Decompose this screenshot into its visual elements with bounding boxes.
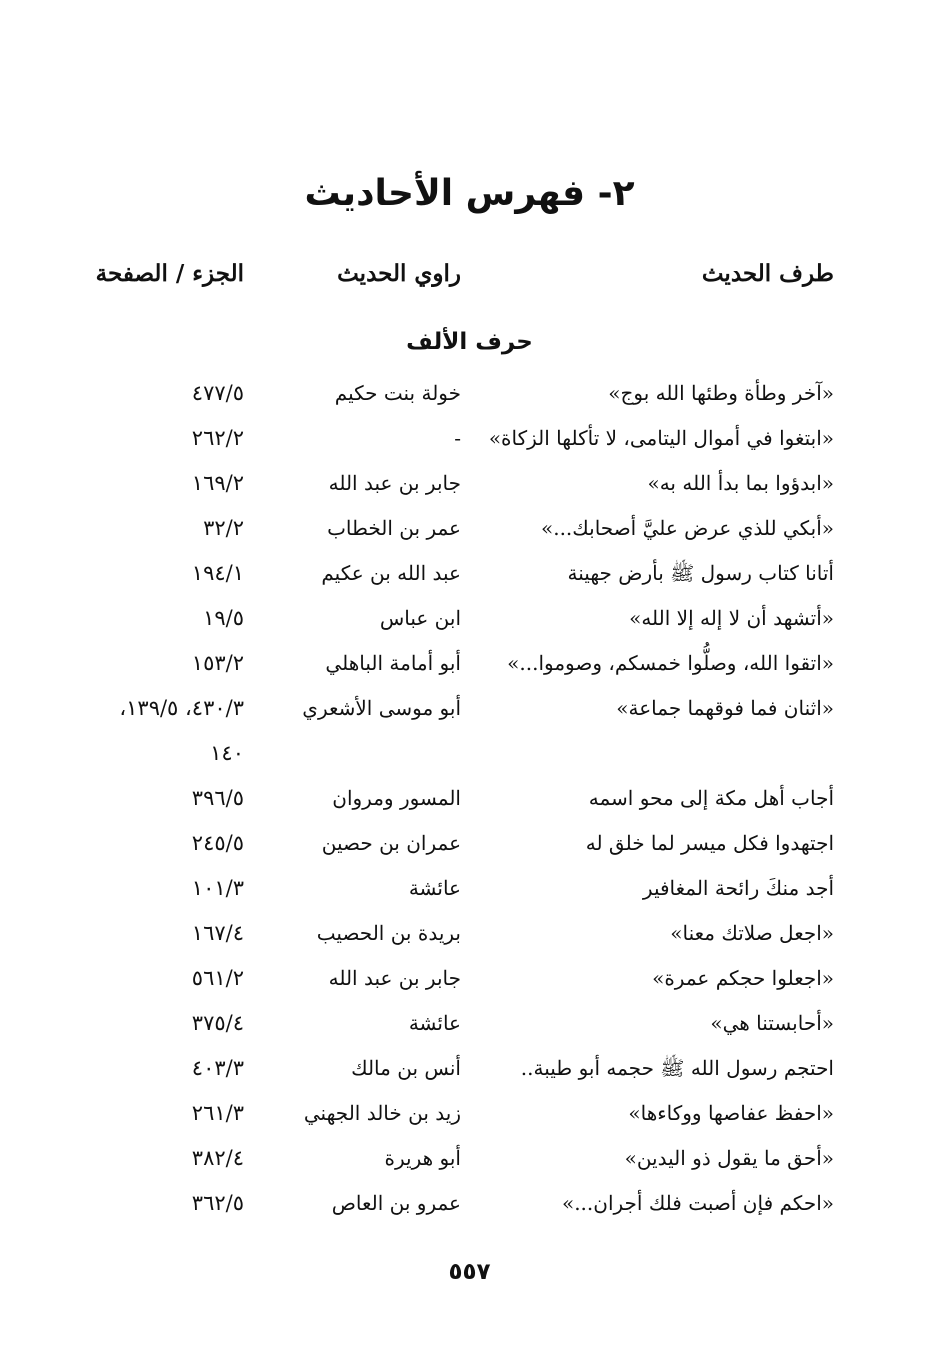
hadith-text: «آخر وطأة وطئها الله بوج»: [608, 381, 834, 405]
table-row: [0, 1182, 939, 1227]
table-row: [0, 822, 939, 867]
volume-page: ٣٦٢/٥: [191, 1191, 244, 1215]
narrator: عائشة: [408, 876, 461, 900]
narrator: أبو أمامة الباهلي: [325, 651, 461, 675]
hadith-text: «احكم فإن أصبت فلك أجران...»: [561, 1191, 834, 1215]
page-number: ٥٥٧: [448, 1259, 491, 1285]
hadith-text: «اثنان فما فوقهما جماعة»: [616, 696, 834, 720]
hadith-text: «أبكي للذي عرض عليَّ أصحابك...»: [540, 516, 834, 540]
hadith-text: «اجعلوا حجكم عمرة»: [652, 966, 834, 990]
hadith-text: «أحابستنا هي»: [710, 1011, 834, 1035]
volume-page: ٣٢/٢: [203, 516, 244, 540]
table-row: [0, 417, 939, 462]
narrator: جابر بن عبد الله: [328, 471, 461, 495]
narrator: جابر بن عبد الله: [328, 966, 461, 990]
hadith-text: «اجعل صلاتك معنا»: [670, 921, 834, 945]
table-row: [0, 507, 939, 552]
volume-page: ٣٧٥/٤: [191, 1011, 244, 1035]
hadith-text: «ابدؤوا بما بدأ الله به»: [647, 471, 834, 495]
table-row: [0, 462, 939, 507]
table-row: [0, 1002, 939, 1047]
volume-page: ٤٠٣/٣: [191, 1056, 244, 1080]
narrator: عمرو بن العاص: [331, 1191, 461, 1215]
hadith-text: «احفظ عفاصها ووكاءها»: [628, 1101, 834, 1125]
volume-page: ١٤٠: [210, 741, 244, 765]
narrator: المسور ومروان: [332, 786, 461, 810]
narrator: عمر بن الخطاب: [327, 516, 461, 540]
header-hadith: طرف الحديث: [701, 260, 834, 287]
table-row: [0, 552, 939, 597]
table-row: [0, 1137, 939, 1182]
hadith-text: أجاب أهل مكة إلى محو اسمه: [588, 786, 834, 810]
table-row: [0, 1092, 939, 1137]
hadith-text: أجد منكَ رائحة المغافير: [642, 876, 834, 900]
narrator: عائشة: [408, 1011, 461, 1035]
volume-page: ١٦٩/٢: [191, 471, 244, 495]
table-header: [0, 260, 939, 300]
volume-page: ١٩/٥: [203, 606, 244, 630]
table-row: [0, 597, 939, 642]
table-row: [0, 777, 939, 822]
volume-page: ٤٣٠/٣، ١٣٩/٥،: [119, 696, 244, 720]
narrator: عمران بن حصين: [321, 831, 461, 855]
narrator: خولة بنت حكيم: [334, 381, 461, 405]
volume-page: ١٦٧/٤: [191, 921, 244, 945]
hadith-text: «ابتغوا في أموال اليتامى، لا تأكلها الزكاة»: [488, 426, 834, 450]
narrator: عبد الله بن عكيم: [321, 561, 461, 585]
hadith-text: احتجم رسول الله ﷺ حجمه أبو طيبة..: [520, 1056, 834, 1080]
table-row: [0, 642, 939, 687]
volume-page: ١٠١/٣: [191, 876, 244, 900]
volume-page: ١٩٤/١: [191, 561, 244, 585]
hadith-text: «اتقوا الله، وصلُّوا خمسكم، وصوموا...»: [507, 651, 834, 675]
hadith-text: أتانا كتاب رسول ﷺ بأرض جهينة: [567, 561, 834, 585]
header-narrator: راوي الحديث: [337, 260, 461, 287]
table-row: [0, 957, 939, 1002]
narrator: أبو هريرة: [384, 1146, 461, 1170]
table-row: [0, 912, 939, 957]
volume-page: ٢٦١/٣: [191, 1101, 244, 1125]
section-title: حرف الألف: [406, 329, 533, 355]
header-reference: الجزء / الصفحة: [95, 260, 244, 287]
volume-page: ٣٩٦/٥: [191, 786, 244, 810]
hadith-index-table: [0, 372, 939, 1227]
table-row: [0, 1047, 939, 1092]
narrator: -: [454, 426, 461, 450]
narrator: بريدة بن الحصيب: [316, 921, 461, 945]
table-row: [0, 372, 939, 417]
narrator: زيد بن خالد الجهني: [303, 1101, 461, 1125]
volume-page: ٢٦٢/٢: [191, 426, 244, 450]
narrator: أبو موسى الأشعري: [302, 696, 461, 720]
volume-page: ٣٨٢/٤: [191, 1146, 244, 1170]
narrator: ابن عباس: [379, 606, 461, 630]
table-row: [0, 732, 939, 777]
narrator: أنس بن مالك: [351, 1056, 461, 1080]
hadith-text: «أحق ما يقول ذو اليدين»: [624, 1146, 834, 1170]
hadith-text: اجتهدوا فكل ميسر لما خلق له: [585, 831, 834, 855]
table-row: [0, 867, 939, 912]
volume-page: ٤٧٧/٥: [191, 381, 244, 405]
volume-page: ١٥٣/٢: [191, 651, 244, 675]
volume-page: ٥٦١/٢: [191, 966, 244, 990]
page-title: ٢- فهرس الأحاديث: [304, 173, 635, 214]
table-row: [0, 687, 939, 732]
hadith-text: «أتشهد أن لا إله إلا الله»: [629, 606, 834, 630]
volume-page: ٢٤٥/٥: [191, 831, 244, 855]
